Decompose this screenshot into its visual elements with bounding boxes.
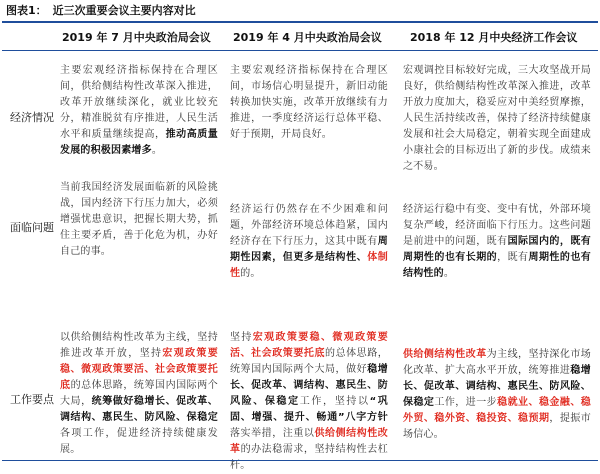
text-run: 的。: [240, 268, 261, 279]
text-run: 的办法稳需求，坚持结构性去杠杆。: [230, 444, 388, 471]
highlight-text-run: 稳就业、稳金融、稳外贸、稳外资、稳投资、稳预期: [403, 397, 591, 424]
text-run: 为主线，坚持深化市场化改革、扩大高水平开放，统筹推进: [403, 349, 591, 376]
column-header-2019-apr: 2019 年 4 月中央政治局会议: [233, 31, 382, 44]
cell-problems-2019-jul: [60, 180, 218, 260]
cell-text: [230, 202, 388, 282]
text-run: 的总体思路，统筹国内国际两个大局，做好: [230, 348, 388, 375]
cell-text: [60, 330, 218, 458]
text-run: 经济运行仍然存在不少困难和问题，外部经济环境总体趋紧，国内经济存在下行压力，这其中既有: [230, 204, 388, 247]
cell-text: [403, 347, 591, 443]
cell-work-2018-dec: [403, 347, 591, 443]
highlight-text-run: 供给侧结构性改革: [403, 349, 487, 360]
bold-text-run: 稳增长、促改革、调结构、惠民生、防风险、保稳定: [403, 365, 592, 408]
figure-title-text: 近三次重要会议主要内容对比: [52, 4, 196, 17]
bold-text-run: 周期性的也有结构性的: [403, 252, 591, 279]
bold-text-run: “巩固、增强、提升、畅通”八字方针: [230, 396, 388, 423]
column-header-2019-jul: 2019 年 7 月中央政治局会议: [62, 31, 211, 44]
text-run: 以供给侧结构性改革为主线，坚持推进改革开放，坚持: [60, 332, 218, 359]
text-run: 。: [151, 145, 163, 156]
text-run: 各项工作，促进经济持续健康发展。: [60, 428, 218, 455]
figure-label: 图表1：: [6, 4, 47, 17]
highlight-text-run: 宏观政策要稳、微观政策要活、社会政策要托底: [60, 348, 219, 391]
cell-economy-2019-apr: [230, 63, 388, 143]
cell-text: [403, 63, 591, 175]
row-header-work-priorities: 工作要点: [10, 393, 54, 406]
bold-text-run: 推动高质量发展的积极因素增多: [60, 129, 219, 156]
column-header-2018-dec: 2018 年 12 月中央经济工作会议: [410, 31, 578, 44]
text-run: 经济运行稳中有变、变中有忧，外部环境复杂严峻，经济面临下行压力。这些问题是前进中的问题，既有: [403, 204, 591, 247]
text-run: 工作，坚持以: [299, 396, 370, 407]
text-run: 坚持: [230, 332, 253, 343]
header-divider: [2, 50, 598, 51]
text-run: 的总体思路，统筹国内国际两个大局，: [60, 380, 218, 407]
cell-problems-2019-apr: [230, 202, 388, 282]
cell-work-2019-jul: [60, 330, 218, 458]
bold-text-run: 统筹做好稳增长、促改革、调结构、惠民生、防风险、保稳定: [60, 396, 218, 423]
cell-text: [60, 180, 218, 260]
cell-work-2019-apr: [230, 330, 388, 474]
cell-text: [60, 63, 218, 159]
text-run: ，提振市场信心。: [403, 413, 591, 440]
text-run: ，既有: [497, 252, 529, 263]
table-bottom-border: [2, 460, 598, 461]
cell-text: [230, 63, 388, 143]
cell-text: [403, 202, 591, 282]
highlight-text-run: 供给侧结构性改革: [230, 428, 388, 455]
highlight-text-run: 宏观政策要稳、微观政策要活、社会政策要托底: [230, 332, 389, 359]
text-run: 宏观调控目标较好完成，三大攻坚战开局良好，供给侧结构性改革深入推进，改革开放力度加大，稳妥应对中美经贸摩擦，人民生活持续改善，保持了经济持续健康发展和社会大局稳定，朝着实现全面建成小康社会的目标迈出了新的步伐。成绩来之不易。: [403, 65, 591, 172]
text-run: 主要宏观经济指标保持在合理区间，市场信心明显提升，新旧动能转换加快实施，改革开放继续有力推进，一季度经济运行总体平稳、好于预期，开局良好。: [230, 65, 388, 140]
cell-economy-2018-dec: [403, 63, 591, 175]
cell-problems-2018-dec: [403, 202, 591, 282]
cell-economy-2019-jul: [60, 63, 218, 159]
bold-text-run: 稳增长、促改革、调结构、惠民生、防风险、保稳定: [230, 364, 388, 407]
text-run: 主要宏观经济指标保持在合理区间，供给侧结构性改革深入推进，改革开放继续深化，就业比较充分，精准脱贫有序推进，人民生活水平和质量继续提高，: [60, 65, 218, 140]
cell-text: [230, 330, 388, 474]
bold-text-run: 国际国内的，既有周期性的也有长期的: [403, 236, 592, 263]
text-run: 工作，进一步: [434, 397, 498, 408]
highlight-text-run: 体制性: [230, 252, 388, 279]
row-header-economy: 经济情况: [10, 111, 54, 124]
text-run: 当前我国经济发展面临新的风险挑战，国内经济下行压力加大，必须增强忧患意识，把握长期大势，抓住主要矛盾，善于化危为机，办好自己的事。: [60, 182, 218, 257]
bold-text-run: 周期性因素，但更多是结构性、: [230, 236, 388, 263]
text-run: 。: [443, 268, 455, 279]
text-run: 落实举措，注重以: [230, 428, 315, 439]
figure-title: [2, 2, 598, 23]
row-header-problems: 面临问题: [10, 221, 54, 234]
